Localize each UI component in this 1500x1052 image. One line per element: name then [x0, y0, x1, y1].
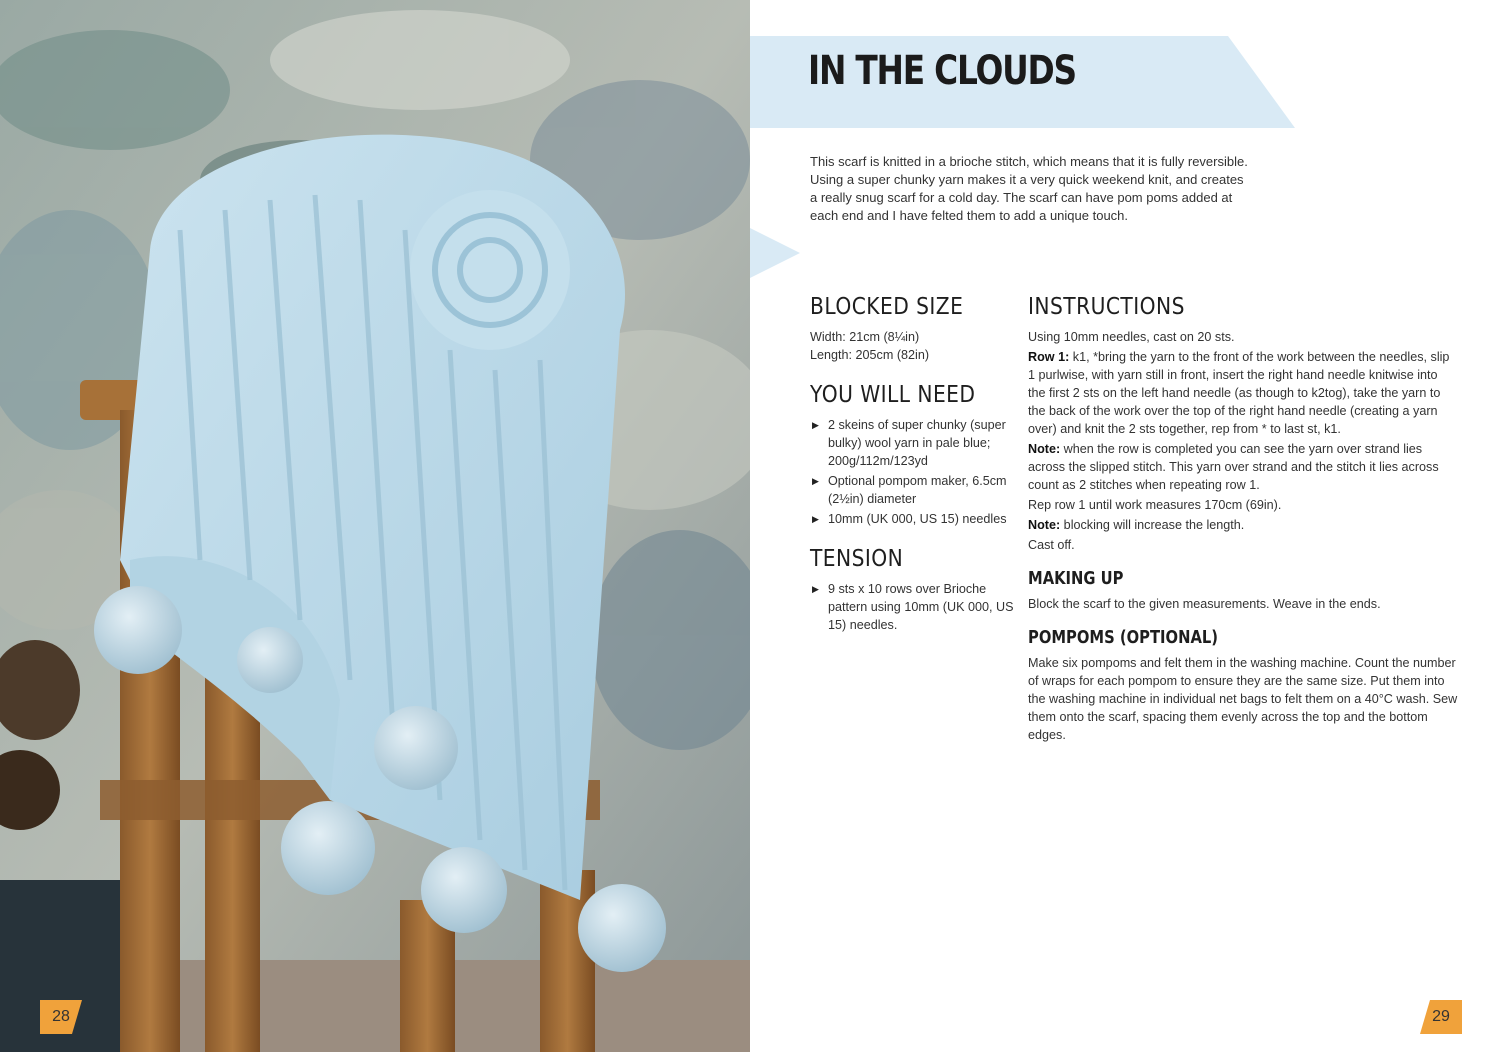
list-item-text: 10mm (UK 000, US 15) needles [828, 512, 1007, 526]
materials-list [810, 416, 1020, 528]
pompoms-section [1028, 627, 1458, 744]
cast-off-text: Cast off. [1028, 538, 1075, 552]
arrow-tab-icon [750, 228, 800, 278]
making-up-heading: MAKING UP [1028, 568, 1124, 589]
bullet-icon: ▶ [812, 476, 819, 486]
list-item [810, 416, 1020, 470]
materials-column [810, 294, 1020, 652]
note-1-text [1028, 440, 1458, 494]
pompoms-text: Make six pompoms and felt them in the washing machine. Count the number of wraps for each pompom to ensure they are the same size. Put them into the washing machine in individual net bags to felt them on a 40°C wash. Sew them onto the scarf, spacing them evenly across the top and the bottom edges. [1028, 656, 1458, 742]
instructions-column [1028, 294, 1458, 762]
page-number-left [40, 1000, 82, 1034]
you-will-need-section [810, 382, 1020, 528]
repeat-text: Rep row 1 until work measures 170cm (69in). [1028, 498, 1282, 512]
making-up-section [1028, 568, 1458, 613]
pattern-page [750, 0, 1500, 1052]
list-item [810, 472, 1020, 508]
blocked-size-section [810, 294, 1020, 364]
bullet-icon: ▶ [812, 584, 819, 594]
tension-list [810, 580, 1020, 634]
list-item [810, 510, 1020, 528]
making-up-text: Block the scarf to the given measurements. Weave in the ends. [1028, 597, 1381, 611]
tension-section [810, 546, 1020, 634]
blocked-size-heading: BLOCKED SIZE [810, 294, 964, 320]
note-2-label: Note: [1028, 518, 1061, 532]
blocked-length: Length: 205cm (82in) [810, 348, 930, 362]
list-item [810, 580, 1020, 634]
row-1-label: Row 1: [1028, 350, 1070, 364]
list-item-text: Optional pompom maker, 6.5cm (2½in) diameter [828, 474, 1007, 506]
page-number-right [1420, 1000, 1462, 1034]
page-number-right-text: 29 [1432, 1008, 1450, 1025]
page-title: IN THE CLOUDS [808, 48, 1076, 94]
instructions-section [1028, 294, 1458, 554]
list-item-text: 2 skeins of super chunky (super bulky) wool yarn in pale blue; 200g/112m/123yd [828, 418, 1006, 468]
row-1-text [1028, 348, 1458, 438]
bullet-icon: ▶ [812, 420, 819, 430]
blocked-width: Width: 21cm (8¼in) [810, 330, 920, 344]
note-1-body: when the row is completed you can see the yarn over strand lies across the slipped stitch. This yarn over strand and the stitch it lies across count as 2 stitches when repeating row 1. [1028, 442, 1439, 492]
note-2-text [1028, 516, 1458, 534]
bullet-icon: ▶ [812, 514, 819, 524]
instructions-heading: INSTRUCTIONS [1028, 294, 1185, 320]
page-number-left-text: 28 [52, 1008, 70, 1025]
list-item-text: 9 sts x 10 rows over Brioche pattern using 10mm (UK 000, US 15) needles. [828, 582, 1014, 632]
intro-paragraph: This scarf is knitted in a brioche stitch, which means that it is fully reversible. Using a super chunky yarn makes it a very quick weekend knit, and creates a really snug scarf for a cold day. The scarf can have pom poms added at each end and I have felted them to add a unique touch. [810, 154, 1248, 223]
pompoms-heading: POMPOMS (OPTIONAL) [1028, 627, 1219, 648]
tension-heading: TENSION [810, 546, 904, 572]
you-will-need-heading: YOU WILL NEED [810, 382, 976, 408]
note-1-label: Note: [1028, 442, 1061, 456]
note-2-body: blocking will increase the length. [1060, 518, 1245, 532]
cast-on-text: Using 10mm needles, cast on 20 sts. [1028, 330, 1235, 344]
row-1-body: k1, *bring the yarn to the front of the work between the needles, slip 1 purlwise, with yarn still in front, insert the right hand needle knitwise into the first 2 sts on the left hand needle (as though to k2tog), take the yarn to the back of the work over the top of the right hand needle (creating a yarn over) and knit the 2 sts together, rep from * to last st, k1. [1028, 350, 1450, 436]
